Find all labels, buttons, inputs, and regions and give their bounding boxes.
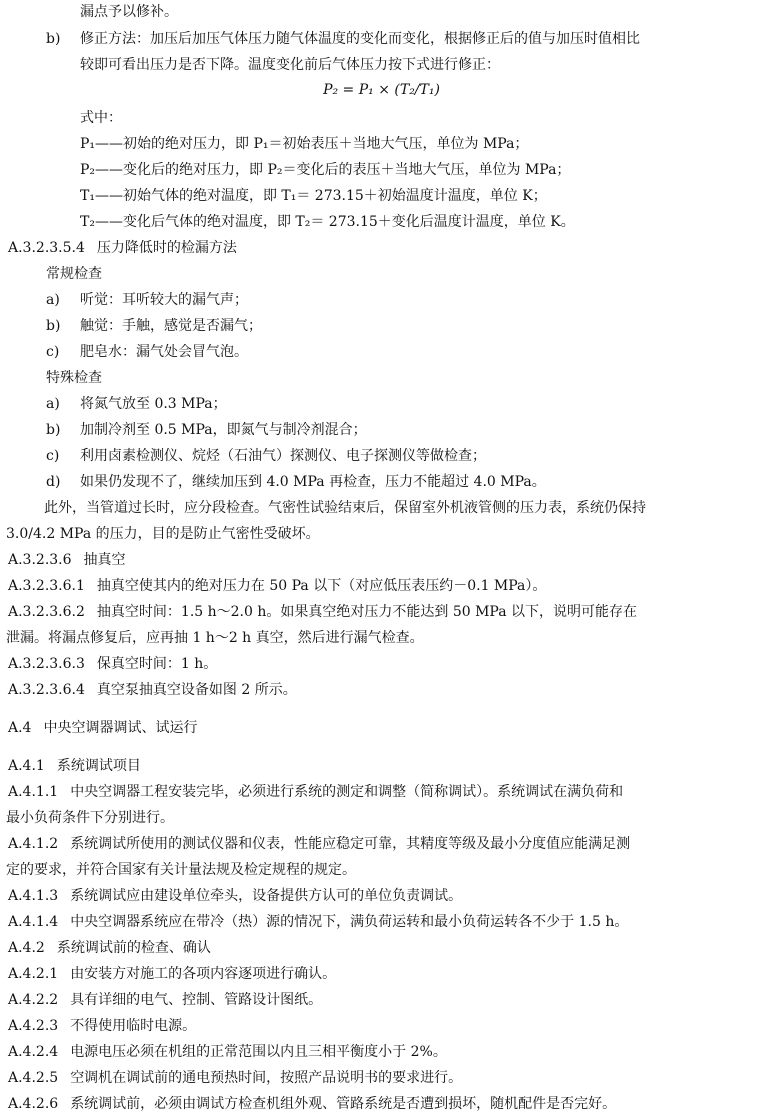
clause-text: 定的要求，并符合国家有关计量法规及检定规程的规定。 — [6, 862, 356, 878]
clause-number: a) — [46, 292, 60, 308]
text-line — [46, 420, 367, 440]
clause-text: T₂——变化后气体的绝对温度，即 T₂＝ 273.15＋变化后温度计温度，单位 K。 — [80, 214, 575, 230]
text-line — [46, 316, 262, 336]
clause-text: 触觉：手触，感觉是否漏气； — [80, 318, 262, 334]
clause-text: 常规检查 — [46, 266, 102, 282]
clause-number: A.4.1.1 — [8, 784, 59, 800]
clause-text: 系统调试项目 — [56, 758, 141, 774]
clause-text: 抽真空时间：1.5 h～2.0 h。如果真空绝对压力不能达到 50 MPa 以下，说明可能存在 — [96, 604, 638, 620]
clause-text: 压力降低时的检漏方法 — [96, 240, 237, 256]
clause-text: 系统调试所使用的测试仪器和仪表，性能应稳定可靠，其精度等级及最小分度值应能满足测 — [70, 836, 631, 852]
clause-text: 式中： — [80, 110, 122, 126]
text-line — [8, 550, 126, 570]
text-line — [8, 1042, 447, 1062]
text-line — [80, 55, 500, 75]
text-line — [8, 834, 630, 854]
clause-number: A.4.2.6 — [8, 1096, 59, 1112]
text-line — [8, 654, 217, 674]
clause-number: A.4.2.1 — [8, 966, 59, 982]
clause-text: 由安装方对施工的各项内容逐项进行确认。 — [70, 966, 337, 982]
clause-text: 如果仍发现不了，继续加压到 4.0 MPa 再检查，压力不能超过 4.0 MPa。 — [80, 474, 546, 490]
clause-number: a) — [46, 396, 60, 412]
clause-text: 系统调试应由建设单位牵头，设备提供方认可的单位负责调试。 — [70, 888, 463, 904]
text-line — [6, 808, 174, 828]
clause-text: 具有详细的电气、控制、管路设计图纸。 — [70, 992, 323, 1008]
clause-text: 加制冷剂至 0.5 MPa，即氮气与制冷剂混合； — [80, 422, 367, 438]
clause-number: A.3.2.3.6.1 — [8, 578, 85, 594]
text-line — [80, 2, 178, 22]
clause-text: 3.0/4.2 MPa 的压力，目的是防止气密性受破坏。 — [6, 526, 320, 542]
pressure-correction-formula: P₂ = P₁ × (T₂/T₁) — [323, 82, 440, 98]
text-line — [80, 212, 575, 232]
clause-text: 中央空调器系统应在带冷（热）源的情况下，满负荷运转和最小负荷运转各不少于 1.5 h。 — [70, 914, 629, 930]
text-line — [80, 134, 528, 154]
clause-number: A.4.1 — [8, 758, 45, 774]
text-line — [8, 1068, 462, 1088]
text-line — [6, 524, 320, 544]
text-line — [46, 446, 486, 466]
clause-number: c) — [46, 344, 60, 360]
clause-number: c) — [46, 448, 60, 464]
clause-number: A.4.2.4 — [8, 1044, 59, 1060]
clause-number: A.3.2.3.6 — [8, 552, 72, 568]
clause-text: 将氮气放至 0.3 MPa； — [80, 396, 227, 412]
clause-number: b) — [46, 318, 61, 334]
clause-text: 利用卤素检测仪、烷烃（石油气）探测仪、电子探测仪等做检查； — [80, 448, 486, 464]
clause-number: A.4.2.5 — [8, 1070, 59, 1086]
clause-number: A.4.1.4 — [8, 914, 59, 930]
text-line — [8, 756, 141, 776]
clause-number: A.4.2.2 — [8, 992, 59, 1008]
text-line — [6, 628, 424, 648]
clause-number: d) — [46, 474, 61, 490]
text-line — [8, 912, 628, 932]
clause-text: P₂——变化后的绝对压力，即 P₂＝变化后的表压＋当地大气压，单位为 MPa； — [80, 162, 571, 178]
text-line — [80, 108, 122, 128]
clause-number: A.3.2.3.6.3 — [8, 656, 85, 672]
text-line — [46, 368, 102, 388]
clause-number: A.4.2.3 — [8, 1018, 59, 1034]
clause-number: A.3.2.3.6.4 — [8, 682, 85, 698]
clause-text: 系统调试前，必须由调试方检查机组外观、管路系统是否遭到损坏，随机配件是否完好。 — [70, 1096, 617, 1112]
clause-text: 肥皂水：漏气处会冒气泡。 — [80, 344, 248, 360]
text-line — [46, 472, 546, 492]
text-line — [46, 394, 227, 414]
text-line — [8, 1094, 616, 1114]
text-line — [80, 186, 547, 206]
clause-number: A.4.1.3 — [8, 888, 59, 904]
text-line — [6, 860, 356, 880]
text-line — [8, 680, 297, 700]
clause-number: A.4.1.2 — [8, 836, 59, 852]
clause-text: 听觉：耳听较大的漏气声； — [80, 292, 248, 308]
clause-number: A.4 — [8, 720, 32, 736]
clause-text: 较即可看出压力是否下降。温度变化前后气体压力按下式进行修正： — [80, 57, 500, 73]
text-line — [8, 238, 237, 258]
clause-text: 泄漏。将漏点修复后，应再抽 1 h～2 h 真空，然后进行漏气检查。 — [6, 630, 424, 646]
clause-text: 抽真空 — [83, 552, 126, 568]
text-line — [8, 1016, 196, 1036]
clause-text: 中央空调器工程安装完毕，必须进行系统的测定和调整（简称调试）。系统调试在满负荷和 — [70, 784, 624, 800]
clause-number: A.3.2.3.5.4 — [8, 240, 85, 256]
clause-number: A.4.2 — [8, 940, 45, 956]
clause-text: P₁——初始的绝对压力，即 P₁＝初始表压＋当地大气压，单位为 MPa； — [80, 136, 529, 152]
clause-number: A.3.2.3.6.2 — [8, 604, 85, 620]
text-line — [8, 886, 462, 906]
text-line — [8, 718, 197, 738]
clause-text: 不得使用临时电源。 — [70, 1018, 197, 1034]
text-line — [44, 498, 646, 518]
clause-text: 中央空调器调试、试运行 — [43, 720, 198, 736]
clause-number: b) — [46, 31, 61, 47]
text-line — [8, 964, 336, 984]
clause-text: 最小负荷条件下分别进行。 — [6, 810, 174, 826]
text-line — [8, 782, 623, 802]
clause-text: 此外，当管道过长时，应分段检查。气密性试验结束后，保留室外机液管侧的压力表，系统仍保持 — [44, 500, 646, 516]
clause-text: 系统调试前的检查、确认 — [56, 940, 211, 956]
clause-text: 修正方法：加压后加压气体压力随气体温度的变化而变化，根据修正后的值与加压时值相比 — [80, 31, 640, 47]
clause-text: 空调机在调试前的通电预热时间，按照产品说明书的要求进行。 — [70, 1070, 463, 1086]
clause-text: 漏点予以修补。 — [80, 4, 178, 20]
clause-text: T₁——初始气体的绝对温度，即 T₁＝ 273.15＋初始温度计温度，单位 K； — [80, 188, 547, 204]
text-line — [8, 990, 322, 1010]
text-line — [46, 290, 248, 310]
text-line — [80, 160, 570, 180]
clause-text: 真空泵抽真空设备如图 2 所示。 — [96, 682, 297, 698]
clause-text: 保真空时间：1 h。 — [96, 656, 218, 672]
text-line — [8, 938, 211, 958]
text-line — [8, 602, 637, 622]
clause-text: 抽真空使其内的绝对压力在 50 Pa 以下（对应低压表压约－0.1 MPa）。 — [96, 578, 547, 594]
clause-text: 电源电压必须在机组的正常范围以内且三相平衡度小于 2%。 — [70, 1044, 447, 1060]
clause-text: 特殊检查 — [46, 370, 102, 386]
clause-number: b) — [46, 422, 61, 438]
text-line — [46, 342, 248, 362]
text-line — [46, 264, 102, 284]
text-line — [46, 29, 640, 49]
text-line — [8, 576, 546, 596]
